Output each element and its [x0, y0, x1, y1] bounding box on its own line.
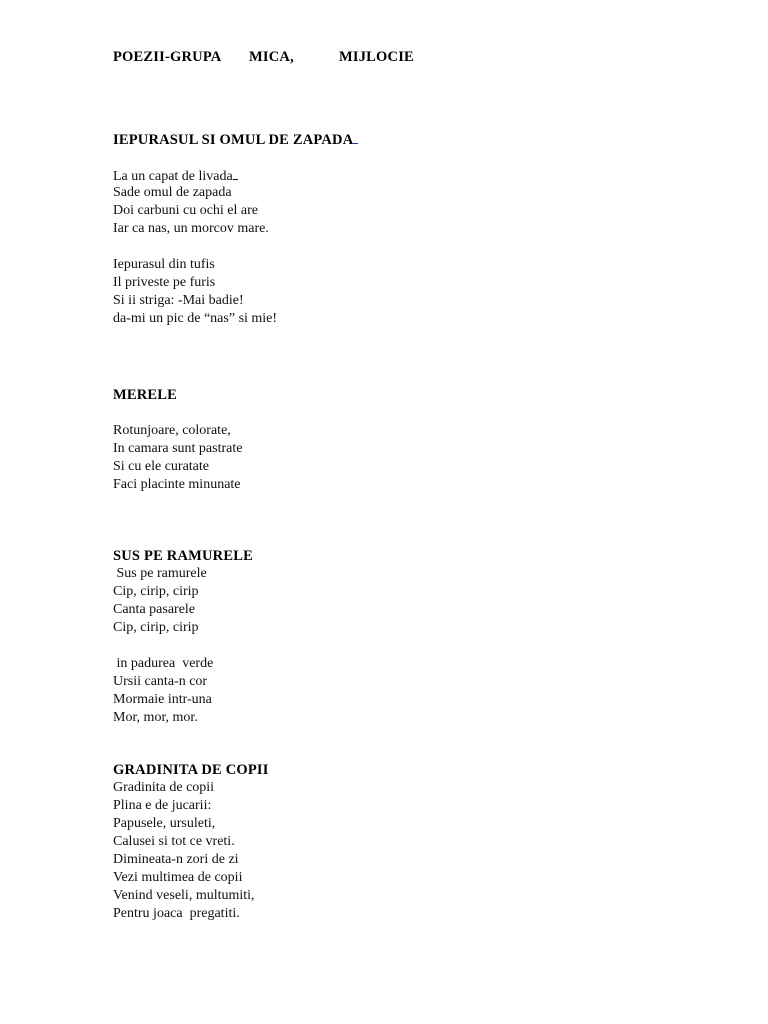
poem-line: Faci placinte minunate [113, 477, 241, 492]
poem-line: Si ii striga: -Mai badie! [113, 293, 244, 308]
poem-line: Mormaie intr-una [113, 692, 212, 707]
poem-line: Il priveste pe furis [113, 275, 216, 290]
poem-line: Calusei si tot ce vreti. [113, 834, 235, 849]
poem-line: Cip, cirip, cirip [113, 620, 199, 635]
poem-line: Dimineata-n zori de zi [113, 852, 239, 867]
poem-line: Iepurasul din tufis [113, 257, 215, 272]
poem-line: da-mi un pic de “nas” si mie! [113, 311, 278, 326]
poem-line: Iar ca nas, un morcov mare. [113, 221, 269, 236]
poem-title: MERELE [113, 387, 178, 403]
poem-line: Venind veseli, multumiti, [113, 888, 255, 903]
poem-line: Sus pe ramurele [113, 566, 207, 581]
underline-mark [353, 130, 358, 144]
poem-merele [113, 386, 242, 494]
poem-line: Vezi multimea de copii [113, 870, 243, 885]
poem-line: Gradinita de copii [113, 780, 215, 795]
poem-title: SUS PE RAMURELE [113, 548, 253, 564]
document-header [113, 49, 414, 66]
poem-line: in padurea verde [113, 656, 214, 671]
poem-line: Mor, mor, mor. [113, 710, 198, 725]
poem-line: Doi carbuni cu ochi el are [113, 203, 258, 218]
poem-line: Si cu ele curatate [113, 459, 210, 474]
poem-line: Cip, cirip, cirip [113, 584, 199, 599]
poem-line: Pentru joaca pregatiti. [113, 906, 240, 921]
poem-gradinita-de-copii [113, 761, 269, 923]
poem-line: Sade omul de zapada [113, 185, 232, 200]
poem-title: IEPURASUL SI OMUL DE ZAPADA [113, 130, 358, 148]
poem-line: Papusele, ursuleti, [113, 816, 216, 831]
poem-line: Plina e de jucarii: [113, 798, 212, 813]
underline-mark [233, 166, 238, 180]
header-group-label: POEZII-GRUPA [113, 49, 222, 65]
poem-line: In camara sunt pastrate [113, 441, 243, 456]
poem-sus-pe-ramurele [113, 547, 253, 727]
poem-line: Canta pasarele [113, 602, 196, 617]
poem-title: GRADINITA DE COPII [113, 762, 269, 778]
poem-iepurasul [113, 130, 358, 328]
header-mijlocie-label: MIJLOCIE [339, 49, 414, 65]
poem-line: Rotunjoare, colorate, [113, 423, 231, 438]
poem-line: Ursii canta-n cor [113, 674, 208, 689]
header-mica-label: MICA, [249, 49, 294, 65]
poem-line: La un capat de livada [113, 166, 358, 184]
